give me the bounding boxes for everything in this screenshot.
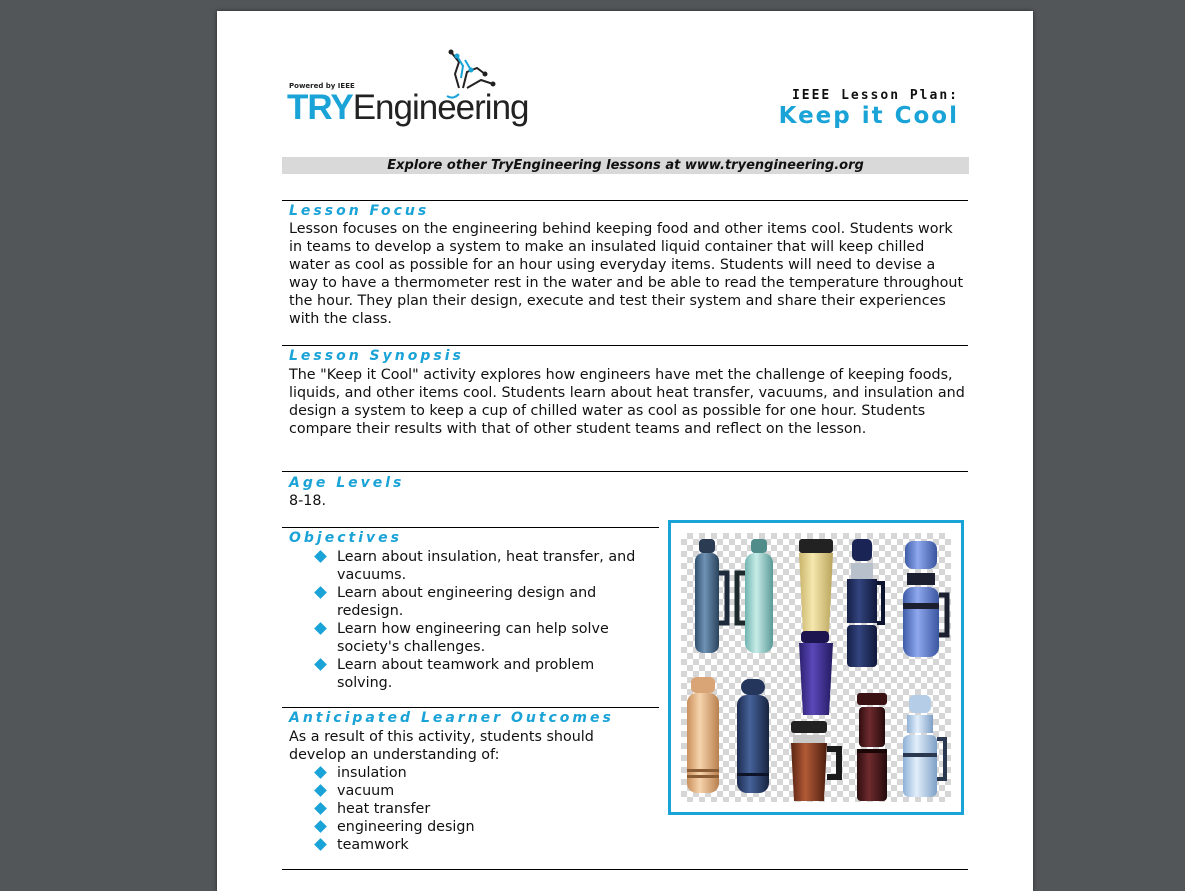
list-item: Learn about engineering design and redesign. — [313, 584, 653, 620]
diamond-bullet-icon — [314, 658, 327, 671]
explore-banner: Explore other TryEngineering lessons at www.tryengineering.org — [282, 157, 969, 174]
objectives-heading: Objectives — [289, 530, 402, 546]
section-divider — [282, 345, 968, 346]
list-item: insulation — [313, 764, 613, 782]
tryengineering-logo — [287, 44, 529, 134]
lesson-plan-label: IEEE Lesson Plan: — [791, 88, 959, 103]
lesson-focus-heading: Lesson Focus — [289, 203, 430, 219]
list-item: Learn about teamwork and problem solving. — [313, 656, 653, 692]
diamond-bullet-icon — [314, 586, 327, 599]
diamond-bullet-icon — [314, 838, 327, 851]
diamond-bullet-icon — [314, 550, 327, 563]
powered-by-ieee: Powered by IEEE — [289, 82, 355, 90]
lesson-title: Keep it Cool — [778, 103, 959, 129]
section-divider — [282, 200, 968, 201]
section-divider — [282, 527, 659, 528]
list-item: vacuum — [313, 782, 613, 800]
age-levels-heading: Age Levels — [289, 475, 405, 491]
section-divider — [282, 869, 968, 870]
diamond-bullet-icon — [314, 820, 327, 833]
list-item: Learn about insulation, heat transfer, and vacuums. — [313, 548, 653, 584]
lesson-synopsis-heading: Lesson Synopsis — [289, 348, 464, 364]
outcomes-intro: As a result of this activity, students should develop an understanding of: — [289, 729, 594, 763]
diamond-bullet-icon — [314, 766, 327, 779]
logo-engineering: Engineering — [352, 88, 529, 127]
diamond-bullet-icon — [314, 802, 327, 815]
objectives-list — [313, 548, 653, 692]
outcomes-heading: Anticipated Learner Outcomes — [289, 710, 614, 726]
diamond-bullet-icon — [314, 622, 327, 635]
list-item: teamwork — [313, 836, 613, 854]
thermos-illustration — [671, 523, 961, 812]
lesson-focus-text: Lesson focuses on the engineering behind keeping food and other items cool. Students work in teams to develop a system to make an insulated liquid container that will keep chilled water as cool as possible for an hour using everyday items. Students will need to devise a way to have a thermometer rest in the water and be able to read the temperature throughout the hour. They plan their design, execute and test their system and share their experiences with the class. — [289, 221, 964, 327]
section-divider — [282, 471, 968, 472]
logo-circuit-icon — [437, 44, 497, 104]
diamond-bullet-icon — [314, 784, 327, 797]
lesson-synopsis-text: The "Keep it Cool" activity explores how engineers have met the challenge of keeping foods, liquids, and other items cool. Students learn about heat transfer, vacuums, and insulation and design a system to keep a cup of chilled water as cool as possible for one hour. Students compare their results with that of other student teams and reflect on the lesson. — [289, 367, 965, 437]
document-page — [217, 11, 1033, 891]
section-divider — [282, 707, 659, 708]
age-levels-text: 8-18. — [289, 493, 326, 509]
logo-try: TRY — [287, 88, 353, 127]
list-item: heat transfer — [313, 800, 613, 818]
thermos-collection-image — [668, 520, 964, 815]
list-item: engineering design — [313, 818, 613, 836]
outcomes-list — [313, 764, 613, 854]
list-item: Learn how engineering can help solve society's challenges. — [313, 620, 653, 656]
